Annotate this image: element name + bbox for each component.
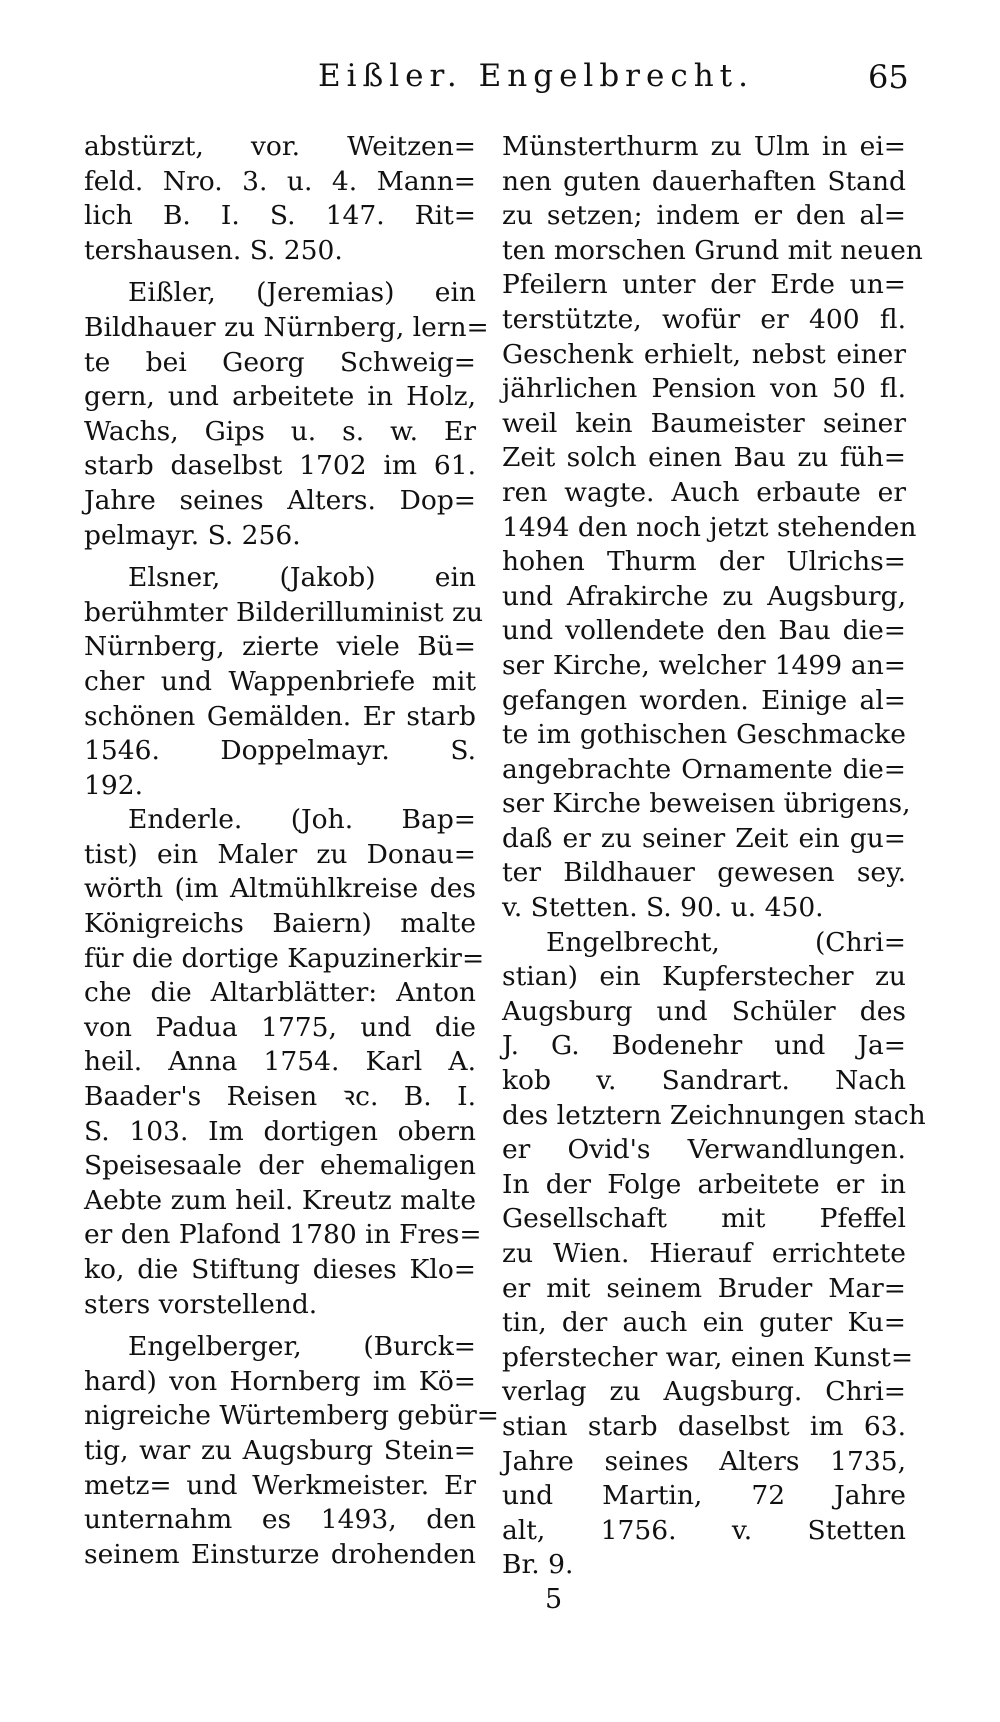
text-line: und Martin, 72 Jahre xyxy=(502,1480,906,1512)
text-line: Pfeilern unter der Erde un= xyxy=(502,269,906,301)
text-line: lich B. I. S. 147. Rit= xyxy=(84,200,476,232)
text-line: Münsterthurm zu Ulm in ei= xyxy=(502,131,906,162)
page-number: 65 xyxy=(868,58,909,96)
text-line: Nürnberg, zierte viele Bü= xyxy=(84,631,476,663)
text-line: hard) von Hornberg im Kö= xyxy=(84,1365,476,1397)
text-line: Engelberger, (Burck= xyxy=(128,1331,476,1363)
text-line: Jahre seines Alters 1735, xyxy=(502,1445,906,1477)
text-line: unternahm es 1493, den xyxy=(84,1504,476,1536)
text-line: 1546. Doppelmayr. S. xyxy=(84,735,476,767)
text-line: tin, der auch ein guter Ku= xyxy=(502,1307,906,1339)
text-line: weil kein Baumeister seiner xyxy=(502,407,906,439)
text-line: stian) ein Kupferstecher zu xyxy=(502,961,906,993)
text-line: er mit seinem Bruder Mar= xyxy=(502,1272,906,1304)
text-line: ten morschen Grund mit neuen xyxy=(502,234,923,266)
text-line: und Afrakirche zu Augsburg, xyxy=(502,580,906,612)
text-line: von Padua 1775, und die xyxy=(84,1011,476,1043)
text-line: starb daselbst 1702 im 61. xyxy=(84,450,476,482)
text-line: Königreichs Baiern) malte xyxy=(84,908,476,940)
text-line: ren wagte. Auch erbaute er xyxy=(502,476,906,508)
text-line: zu Wien. Hierauf errichtete xyxy=(502,1238,906,1269)
text-line: jährlichen Pension von 50 fl. xyxy=(502,373,906,405)
text-line: S. 103. Im dortigen obern xyxy=(84,1115,476,1147)
text-line: gern, und arbeitete in Holz, xyxy=(84,381,476,413)
text-line: Eißler, (Jeremias) ein xyxy=(128,277,476,309)
text-line: heil. Anna 1754. Karl A. xyxy=(84,1046,476,1078)
text-line: te bei Georg Schweig= xyxy=(84,346,476,378)
text-line: er Ovid's Verwandlungen. xyxy=(502,1134,906,1166)
text-line: Engelbrecht, (Chri= xyxy=(546,926,906,958)
text-line: seinem Einsturze drohenden xyxy=(84,1538,476,1570)
paragraph-gap xyxy=(84,553,476,561)
text-line: In der Folge arbeitete er in xyxy=(502,1168,906,1200)
text-line: ko, die Stiftung dieses Klo= xyxy=(84,1254,476,1285)
text-line: terstützte, wofür er 400 fl. xyxy=(502,303,906,335)
text-line: nen guten dauerhaften Stand xyxy=(502,165,906,197)
text-line: Geschenk erhielt, nebst einer xyxy=(502,338,906,370)
text-line: Zeit solch einen Bau zu füh= xyxy=(502,442,906,474)
text-line: 192. xyxy=(84,769,144,801)
text-line: Baader's Reisen ꝛc. B. I. xyxy=(84,1081,476,1113)
text-line: Jahre seines Alters. Dop= xyxy=(84,484,476,516)
text-line: 1494 den noch jetzt stehenden xyxy=(502,511,917,543)
signature-mark: 5 xyxy=(545,1584,563,1615)
text-line: sters vorstellend. xyxy=(84,1288,318,1320)
text-line: v. Stetten. S. 90. u. 450. xyxy=(502,892,824,924)
text-line: ter Bildhauer gewesen sey. xyxy=(502,857,906,889)
text-line: Speisesaale der ehemaligen xyxy=(84,1150,476,1182)
text-line: te im gothischen Geschmacke xyxy=(502,719,906,751)
text-line: Enderle. (Joh. Bap= xyxy=(128,804,476,836)
text-line: gefangen worden. Einige al= xyxy=(502,684,906,716)
text-line: angebrachte Ornamente die= xyxy=(502,753,906,785)
text-line: metz= und Werkmeister. Er xyxy=(84,1469,476,1501)
right-text-column xyxy=(502,130,926,1583)
text-line: J. G. Bodenehr und Ja= xyxy=(502,1030,906,1062)
text-line: pferstecher war, einen Kunst= xyxy=(502,1341,914,1373)
text-line: berühmter Bilderilluminist zu xyxy=(84,596,484,628)
paragraph-gap xyxy=(84,268,476,276)
text-line: Augsburg und Schüler des xyxy=(502,995,906,1027)
running-title: Eißler. Engelbrecht. xyxy=(318,58,754,94)
text-line: des letztern Zeichnungen stach xyxy=(502,1099,926,1131)
text-line: wörth (im Altmühlkreise des xyxy=(84,873,476,905)
text-line: che die Altarblätter: Anton xyxy=(84,977,476,1009)
text-line: alt, 1756. v. Stetten xyxy=(502,1514,906,1546)
text-line: nigreiche Würtemberg gebür= xyxy=(84,1400,499,1432)
text-line: stian starb daselbst im 63. xyxy=(502,1410,906,1442)
text-line: tig, war zu Augsburg Stein= xyxy=(84,1434,476,1466)
text-line: Bildhauer zu Nürnberg, lern= xyxy=(84,311,489,343)
text-line: ser Kirche, welcher 1499 an= xyxy=(502,649,906,681)
text-line: verlag zu Augsburg. Chri= xyxy=(502,1376,906,1408)
left-text-column xyxy=(84,130,499,1572)
text-line: für die dortige Kapuzinerkir= xyxy=(84,942,485,974)
text-line: Elsner, (Jakob) ein xyxy=(128,562,476,594)
text-line: schönen Gemälden. Er starb xyxy=(84,700,476,732)
text-line: abstürzt, vor. Weitzen= xyxy=(84,131,476,162)
paragraph-gap xyxy=(84,1322,476,1330)
text-line: pelmayr. S. 256. xyxy=(84,519,301,551)
text-line: er den Plafond 1780 in Fres= xyxy=(84,1219,482,1251)
text-line: kob v. Sandrart. Nach xyxy=(502,1065,906,1097)
text-line: Gesellschaft mit Pfeffel xyxy=(502,1203,906,1235)
text-line: feld. Nro. 3. u. 4. Mann= xyxy=(84,165,476,197)
text-line: hohen Thurm der Ulrichs= xyxy=(502,546,906,578)
text-line: Wachs, Gips u. s. w. Er xyxy=(84,415,476,447)
text-line: cher und Wappenbriefe mit xyxy=(84,665,476,697)
text-line: tist) ein Maler zu Donau= xyxy=(84,838,476,870)
text-line: Aebte zum heil. Kreutz malte xyxy=(84,1184,476,1216)
text-line: zu setzen; indem er den al= xyxy=(502,200,906,232)
text-line: daß er zu seiner Zeit ein gu= xyxy=(502,822,906,854)
running-head xyxy=(0,58,1000,98)
text-line: tershausen. S. 250. xyxy=(84,234,343,266)
text-line: Br. 9. xyxy=(502,1549,574,1581)
text-line: ser Kirche beweisen übrigens, xyxy=(502,788,911,820)
text-line: und vollendete den Bau die= xyxy=(502,615,906,647)
